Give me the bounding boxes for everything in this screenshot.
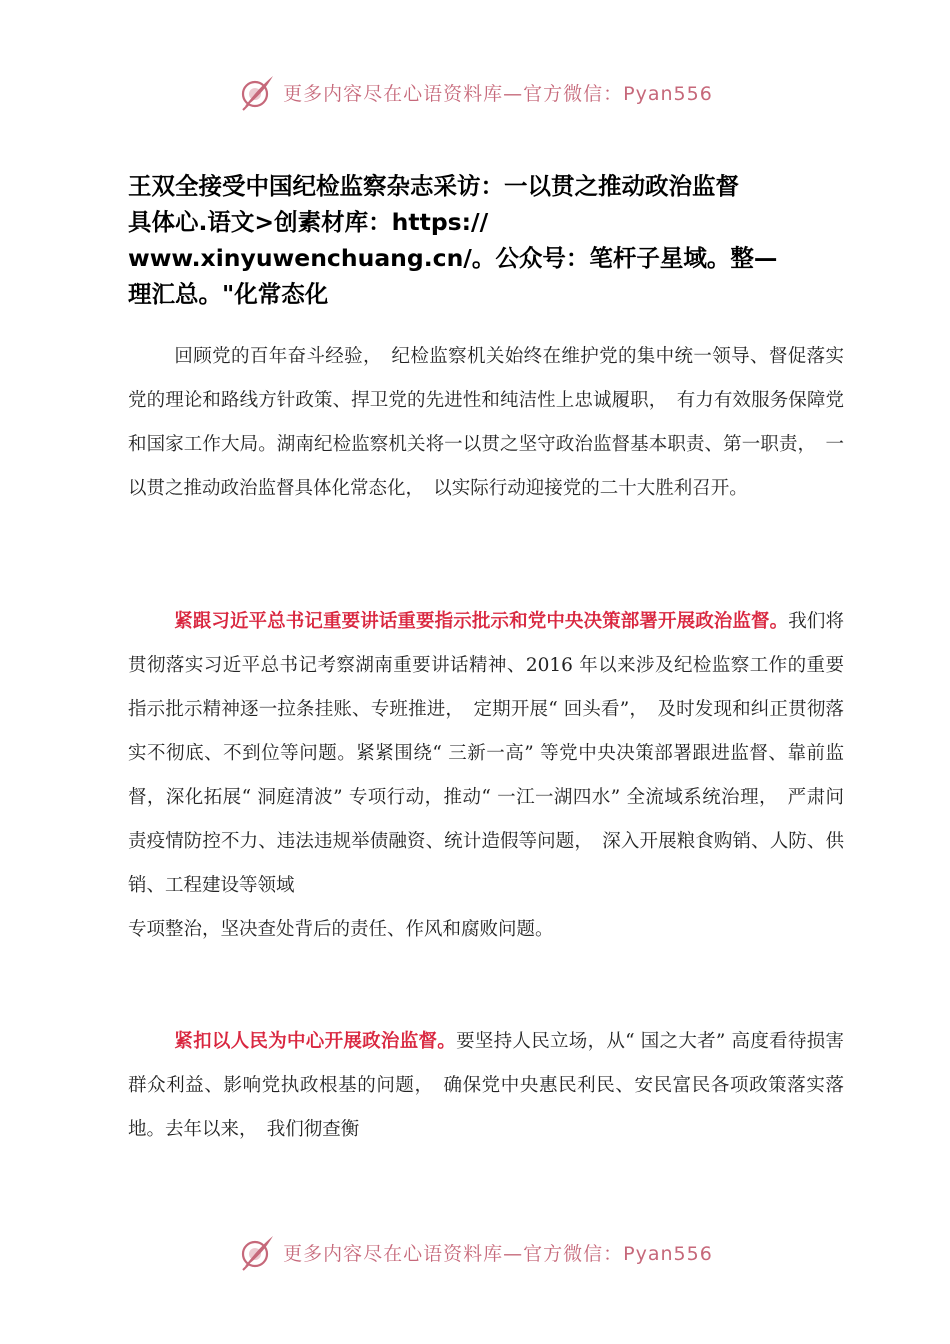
paragraph-supervision-directives <box>128 600 844 952</box>
paragraph-body-text: 要坚持人民立场，从“ 国之大者” 高度看待损害群众利益、影响党执政根基的问题， 确保党中央惠民利民、安民富民各项政策落实落地。去年以来， 我们彻查衡 <box>128 1031 844 1140</box>
footer-banner-text: 更多内容尽在心语资料库—官方微信：Pyan556 <box>283 1242 713 1265</box>
paragraph-tail-text: 专项整治，坚决查处背后的责任、作风和腐败问题。 <box>128 919 554 940</box>
footer-banner <box>0 1232 950 1272</box>
paragraph-people-centered <box>128 1020 844 1152</box>
quill-logo-icon <box>237 72 277 112</box>
header-banner-text: 更多内容尽在心语资料库—官方微信：Pyan556 <box>283 82 713 105</box>
paragraph-intro-text: 回顾党的百年奋斗经验， 纪检监察机关始终在维护党的集中统一领导、督促落实党的理论和路线方针政策、捍卫党的先进性和纯洁性上忠诚履职， 有力有效服务保障党和国家工作大局。湖南纪检监察机关将一以贯之坚守政治监督基本职责、第一职责， 一以贯之推动政治监督具体化常态化， 以实际行动迎接党的二十大胜利召开。 <box>128 346 844 499</box>
paragraph-lead-heading: 紧扣以人民为中心开展政治监督。 <box>174 1031 457 1052</box>
paragraph-body-text: 我们将贯彻落实习近平总书记考察湖南重要讲话精神、2016 年以来涉及纪检监察工作的重要指示批示精神逐一拉条挂账、专班推进， 定期开展“ 回头看”， 及时发现和纠正贯彻落实不彻底、不到位等问题。紧紧围绕“ 三新一高” 等党中央决策部署跟进监督、靠前监督，深化拓展“ 洞庭清波” 专项行动，推动“ 一江一湖四水” 全流域系统治理， 严肃问责疫情防控不力、违法违规举债融资、统计造假等问题， 深入开展粮食购销、人防、供销、工程建设等领域 <box>128 611 844 896</box>
quill-logo-icon <box>237 1232 277 1272</box>
paragraph-intro <box>128 335 844 511</box>
header-banner <box>0 72 950 112</box>
paragraph-lead-heading: 紧跟习近平总书记重要讲话重要指示批示和党中央决策部署开展政治监督。 <box>174 611 789 632</box>
article-title: 王双全接受中国纪检监察杂志采访：一以贯之推动政治监督 具体心.语文>创素材库：https:// www.xinyuwenchuang.cn/。公众号：笔杆子星域。整— 理汇总。"化常态化 <box>128 172 778 308</box>
